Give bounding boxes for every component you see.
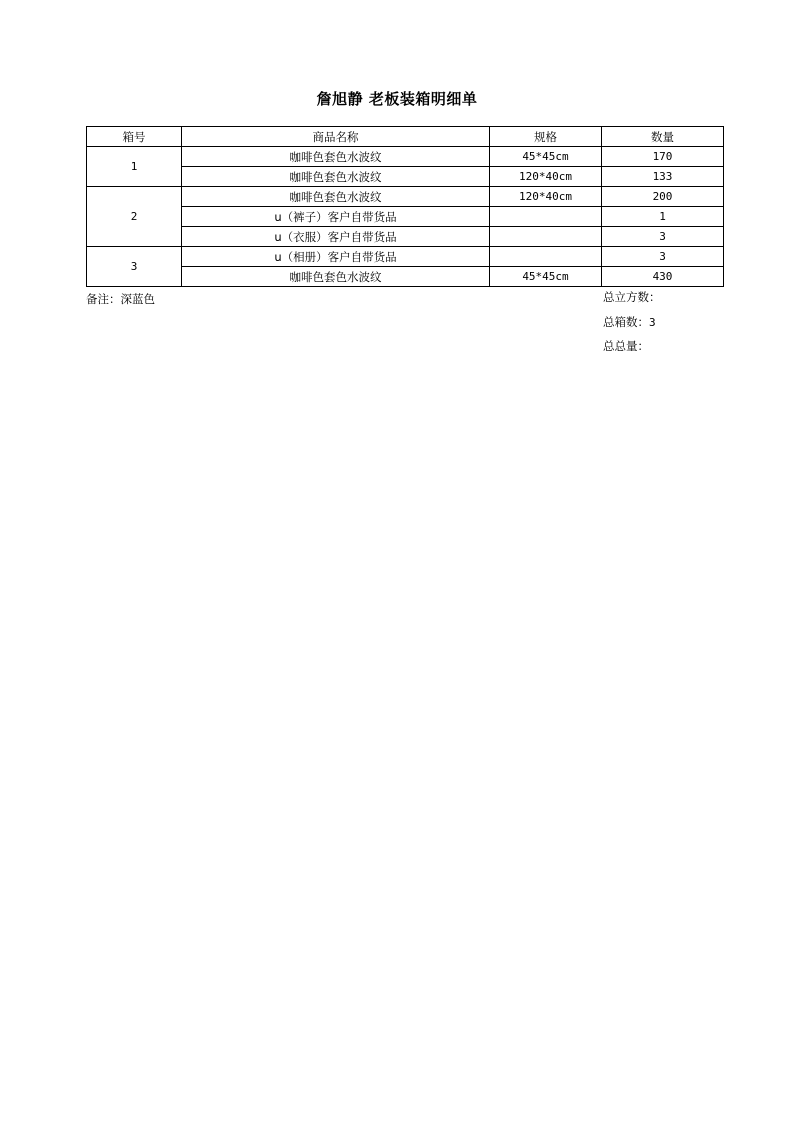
header-box-no: 箱号 xyxy=(87,127,182,147)
product-name-cell: u（衣服）客户自带货品 xyxy=(182,227,490,247)
box-number-cell: 2 xyxy=(87,187,182,247)
table-row xyxy=(87,227,724,247)
header-product-name: 商品名称 xyxy=(182,127,490,147)
quantity-cell: 3 xyxy=(602,227,724,247)
product-name-cell: 咖啡色套色水波纹 xyxy=(182,267,490,287)
spec-cell xyxy=(490,247,602,267)
total-boxes-value: 3 xyxy=(649,316,656,329)
remark-note: 备注：深蓝色 xyxy=(86,292,155,306)
product-name-cell: 咖啡色套色水波纹 xyxy=(182,147,490,167)
product-name-cell: u（裤子）客户自带货品 xyxy=(182,207,490,227)
spec-cell xyxy=(490,227,602,247)
spec-cell xyxy=(490,207,602,227)
total-boxes-label: 总箱数： xyxy=(603,315,649,329)
header-spec: 规格 xyxy=(490,127,602,147)
quantity-cell: 133 xyxy=(602,167,724,187)
total-quantity-label: 总总量： xyxy=(603,339,649,353)
product-name-cell: u（相册）客户自带货品 xyxy=(182,247,490,267)
product-name-cell: 咖啡色套色水波纹 xyxy=(182,187,490,207)
quantity-cell: 1 xyxy=(602,207,724,227)
table-row xyxy=(87,187,724,207)
quantity-cell: 200 xyxy=(602,187,724,207)
box-number-cell: 3 xyxy=(87,247,182,287)
total-boxes-line xyxy=(603,314,656,330)
spec-cell: 45*45cm xyxy=(490,267,602,287)
table-row xyxy=(87,247,724,267)
packing-list-table xyxy=(86,126,724,287)
header-quantity: 数量 xyxy=(602,127,724,147)
spec-cell: 120*40cm xyxy=(490,187,602,207)
document-title: 詹旭静 老板装箱明细单 xyxy=(316,90,478,108)
table-row xyxy=(87,207,724,227)
box-number-cell: 1 xyxy=(87,147,182,187)
quantity-cell: 3 xyxy=(602,247,724,267)
product-name-cell: 咖啡色套色水波纹 xyxy=(182,167,490,187)
table-row xyxy=(87,147,724,167)
total-quantity-line xyxy=(603,338,649,354)
table-header-row xyxy=(87,127,724,147)
spec-cell: 120*40cm xyxy=(490,167,602,187)
table-row xyxy=(87,267,724,287)
table-row xyxy=(87,167,724,187)
total-volume-label: 总立方数： xyxy=(603,290,661,304)
quantity-cell: 170 xyxy=(602,147,724,167)
spec-cell: 45*45cm xyxy=(490,147,602,167)
total-volume-line xyxy=(603,289,661,305)
quantity-cell: 430 xyxy=(602,267,724,287)
